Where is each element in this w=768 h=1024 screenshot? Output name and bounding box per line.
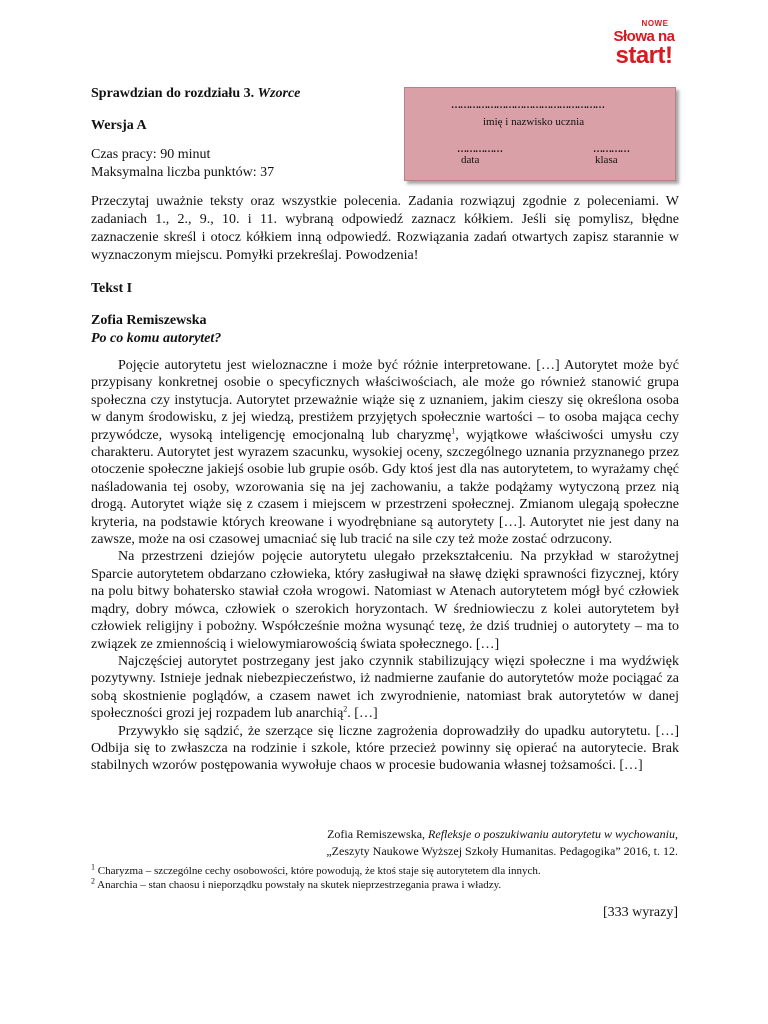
footnotes [91, 864, 679, 892]
paragraph-4: Przywykło się sądzić, że szerzące się liczne zagrożenia doprowadziły do upadku autorytetu. […] Odbija się to zwłaszcza na rodzinie i szkole, które przecież powinny się opierać na autorytecie. Brak stabilnych wzorów postępowania wywołuje chaos w procesie budowania własnej tożsamości. […] [91, 723, 679, 774]
paragraph-3: Najczęściej autorytet postrzegany jest jako czynnik stabilizujący więzi społeczne i ma wydźwięk pozytywny. Istnieje jednak niebezpieczeństwo, iż nadmierne zaufanie do autorytetów może pociągać za sobą skostnienie poglądów, a czasem nawet ich zwyrodnienie, natomiast brak autorytetów w danej społeczności grozi jej rozpadem lub anarchią$^2$. […] [91, 653, 679, 722]
article-header [91, 312, 221, 348]
footnote-2: $^2$ Anarchia – stan chaosu i nieporządku powstały na skutek nieprzestrzegania prawa i władzy. [91, 876, 502, 891]
article-body [91, 357, 679, 775]
source-citation: Zofia Remiszewska, Refleksje o poszukiwaniu autorytetu w wychowaniu, „Zeszyty Naukowe Wyższej Szkoły Humanitas. Pedagogika” 2016, t. 12. [326, 827, 678, 858]
student-info-box[interactable] [404, 87, 676, 181]
date-label: data [461, 154, 480, 166]
name-label: imię i nazwisko ucznia [483, 116, 585, 128]
time-limit: Czas pracy: 90 minut [91, 147, 211, 162]
publisher-logo [606, 20, 682, 68]
word-count: [333 wyrazy] [602, 905, 678, 920]
article-author: Zofia Remiszewska [91, 313, 207, 328]
date-dots: …………… [457, 144, 502, 155]
instructions: Przeczytaj uważnie teksty oraz wszystkie polecenia. Zadania rozwiązuj zgodnie z poleceniami. W zadaniach 1., 2., 9., 10. i 11. wybraną odpowiedź zaznacz kółkiem. Jeśli się pomylisz, błędne zaznaczenie skreśl i otocz kółkiem inną odpowiedź. Rozwiązania zadań otwartych zapisz starannie w wyznaczonym miejscu. Pomyłki przekreślaj. Powodzenia! [91, 194, 679, 263]
max-points: Maksymalna liczba punktów: 37 [91, 165, 275, 180]
logo-line-nowe: NOWE [641, 19, 669, 28]
test-version: Wersja A [91, 118, 147, 133]
section-heading: Tekst I [91, 281, 133, 296]
footnote-1: $^1$ Charyzma – szczególne cechy osobowości, które powodują, że ktoś staje się autorytetem dla innych. [91, 862, 541, 877]
class-dots: ………… [593, 144, 629, 155]
footnote-ref-1: 1 [451, 425, 456, 435]
paragraph-1: Pojęcie autorytetu jest wieloznaczne i może być różnie interpretowane. […] Autorytet może być przypisany konkretnej osobie o specyficznych właściwościach, ale może go również stanowić grupa społeczna czy instytucja. Autorytet przeważnie wiąże się z uznaniem, jakim cieszy się określona osoba w danym środowisku, z jej wiedzą, prestiżem przyjętych społecznie wartości – to osoba mająca cechy przywódcze, wysoką inteligencję emocjonalną lub charyzmę$^1$, wyjątkowe właściwości umysłu czy charakteru. Autorytet jest wyrazem szacunku, wysokiej oceny, szczególnego uznania przyznanego przez otoczenie społeczne jakiejś osobie lub grupie osób. Gdy ktoś jest dla nas autorytetem, to wyrażamy chęć naśladowania tej osoby, wzorowania się na jej zachowaniu, a także podążamy wytyczoną przez nią drogą. Autorytet wiąże się z czasem i miejscem w przestrzeni społecznej. Zmianom ulegają społeczne kryteria, na podstawie których kreowane i wyodrębniane są autorytety […]. Autorytet nie jest dany na zawsze, może na osi czasowej umacniać się lub tracić na sile czy też może zostać odrzucony. [91, 358, 680, 548]
article-title: Po co komu autorytet? [91, 331, 222, 346]
class-label: klasa [595, 154, 618, 166]
paragraph-2: Na przestrzeni dziejów pojęcie autorytetu ulegało przekształceniu. Na przykład w starożytnej Sparcie autorytetem obdarzano człowieka, który zasługiwał na sławę dzięki sprawności fizycznej, który na polu bitwy bohatersko stawiał czoła wrogowi. Natomiast w Atenach autorytetem mógł być człowiek mądry, dobry mówca, człowiek o szerokich horyzontach. W średniowieczu z kolei autorytetem był człowiek religijny i pobożny. Współcześnie można wysunąć tezę, że dziś trudniej o autorytety – ma to związek ze zmiennością i wielowymiarowością świata społecznego. […] [91, 549, 679, 652]
test-title: Sprawdzian do rozdziału 3. Wzorce [91, 86, 301, 101]
test-meta [91, 146, 391, 182]
logo-line-start: start! [615, 42, 673, 69]
name-dots: …………………………………………… [451, 100, 604, 111]
footnote-ref-2: 2 [343, 704, 348, 714]
test-header [91, 86, 391, 182]
logo-line-slowa: Słowa na [613, 28, 675, 45]
